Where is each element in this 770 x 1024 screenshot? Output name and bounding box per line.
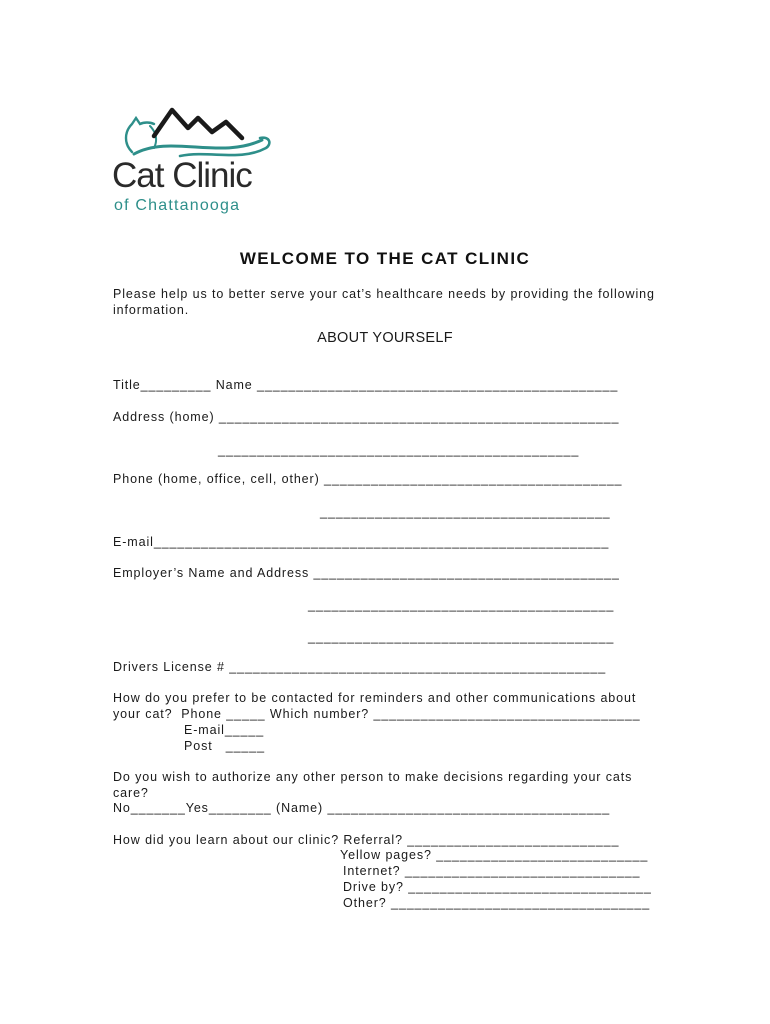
contact-phone-field[interactable]: your cat? Phone _____ Which number? __________________________________: [113, 707, 641, 721]
learn-yellow-pages-field[interactable]: Yellow pages? ___________________________: [340, 848, 649, 862]
page-title: WELCOME TO THE CAT CLINIC: [239, 249, 531, 268]
clinic-logo: [110, 104, 280, 220]
cat-mountain-icon: [110, 104, 280, 164]
logo-name: Cat Clinic: [112, 156, 252, 195]
employer-field[interactable]: Employer’s Name and Address _______________________________________: [113, 566, 620, 580]
contact-post-field[interactable]: Post _____: [184, 739, 265, 753]
drivers-license-field[interactable]: Drivers License # ________________________________________________: [113, 660, 607, 674]
learn-internet-field[interactable]: Internet? ______________________________: [343, 864, 641, 878]
contact-question-line-1: How do you prefer to be contacted for reminders and other communications about: [113, 691, 637, 705]
title-name-field[interactable]: Title_________ Name ______________________________________________: [113, 378, 619, 392]
employer-continuation-field-1[interactable]: _______________________________________: [308, 598, 615, 612]
authorize-question-line-1: Do you wish to authorize any other person to make decisions regarding your cats: [113, 770, 633, 784]
phone-field[interactable]: Phone (home, office, cell, other) ______________________________________: [113, 472, 623, 486]
contact-email-field[interactable]: E-mail_____: [184, 723, 265, 737]
authorize-question-line-2: care?: [113, 786, 149, 800]
email-field[interactable]: E-mail__________________________________________________________: [113, 535, 610, 549]
phone-continuation-field[interactable]: _____________________________________: [320, 505, 611, 519]
learn-other-field[interactable]: Other? _________________________________: [343, 896, 651, 910]
address-field[interactable]: Address (home) ___________________________________________________: [113, 410, 620, 424]
section-title: ABOUT YOURSELF: [317, 330, 453, 346]
intro-line-2: information.: [113, 303, 190, 317]
address-continuation-field[interactable]: ______________________________________________: [218, 443, 580, 457]
intro-line-1: Please help us to better serve your cat’s healthcare needs by providing the following: [113, 287, 655, 301]
logo-location: of Chattanooga: [114, 197, 241, 214]
learn-drive-by-field[interactable]: Drive by? _______________________________: [343, 880, 652, 894]
authorize-name-field[interactable]: No_______Yes________ (Name) ____________________________________: [113, 801, 611, 815]
learn-referral-field[interactable]: How did you learn about our clinic? Referral? ___________________________: [113, 833, 620, 847]
employer-continuation-field-2[interactable]: _______________________________________: [308, 630, 615, 644]
